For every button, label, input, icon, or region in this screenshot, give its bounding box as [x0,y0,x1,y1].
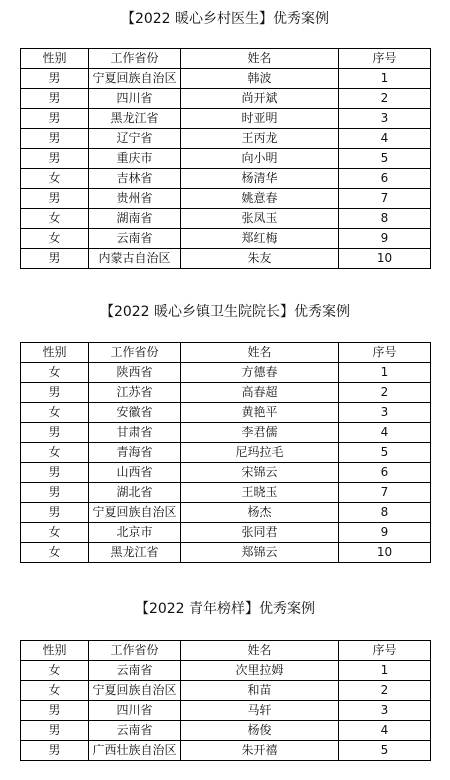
cell-name: 向小明 [181,149,339,169]
cell-no: 10 [339,249,431,269]
cell-gender: 女 [21,543,89,563]
cell-province: 吉林省 [89,169,181,189]
table-row [21,523,431,543]
table-row [21,249,431,269]
cell-gender: 女 [21,523,89,543]
cell-no: 4 [339,721,431,741]
cell-name: 方德春 [181,363,339,383]
cell-province: 内蒙古自治区 [89,249,181,269]
header-province: 工作省份 [89,641,181,661]
table-header-row [21,343,431,363]
table-row [21,681,431,701]
cell-no: 1 [339,363,431,383]
header-gender: 性别 [21,641,89,661]
cell-gender: 女 [21,403,89,423]
table-row [21,721,431,741]
cell-name: 高春超 [181,383,339,403]
cell-province: 四川省 [89,701,181,721]
cell-province: 宁夏回族自治区 [89,503,181,523]
cell-province: 贵州省 [89,189,181,209]
table-row [21,383,431,403]
cell-no: 9 [339,229,431,249]
table-row [21,741,431,761]
cell-name: 郑红梅 [181,229,339,249]
table-row [21,463,431,483]
header-province: 工作省份 [89,343,181,363]
cell-no: 5 [339,443,431,463]
cell-gender: 男 [21,701,89,721]
cell-gender: 男 [21,249,89,269]
cell-gender: 女 [21,229,89,249]
cell-gender: 男 [21,721,89,741]
section-1-table [20,48,431,269]
header-no: 序号 [339,641,431,661]
table-row [21,89,431,109]
cell-gender: 男 [21,741,89,761]
cell-name: 黄艳平 [181,403,339,423]
cell-province: 安徽省 [89,403,181,423]
table-row [21,363,431,383]
cell-name: 次里拉姆 [181,661,339,681]
cell-province: 山西省 [89,463,181,483]
cell-name: 王丙龙 [181,129,339,149]
cell-gender: 男 [21,189,89,209]
cell-no: 7 [339,189,431,209]
cell-no: 6 [339,463,431,483]
cell-no: 8 [339,209,431,229]
header-no: 序号 [339,343,431,363]
cell-province: 云南省 [89,721,181,741]
cell-province: 辽宁省 [89,129,181,149]
table-row [21,109,431,129]
cell-gender: 男 [21,463,89,483]
cell-name: 姚意春 [181,189,339,209]
cell-gender: 女 [21,681,89,701]
cell-name: 朱友 [181,249,339,269]
cell-no: 10 [339,543,431,563]
cell-name: 尚开斌 [181,89,339,109]
cell-no: 9 [339,523,431,543]
cell-no: 5 [339,741,431,761]
section-3-title: 【2022 青年榜样】优秀案例 [134,601,316,617]
cell-no: 4 [339,129,431,149]
cell-province: 江苏省 [89,383,181,403]
cell-name: 朱开禧 [181,741,339,761]
cell-no: 1 [339,661,431,681]
table-row [21,129,431,149]
cell-gender: 女 [21,443,89,463]
cell-name: 宋锦云 [181,463,339,483]
cell-gender: 男 [21,109,89,129]
section-2-title: 【2022 暖心乡镇卫生院院长】优秀案例 [99,304,351,320]
cell-name: 张同君 [181,523,339,543]
table-row [21,423,431,443]
cell-gender: 女 [21,209,89,229]
cell-name: 李君儒 [181,423,339,443]
header-gender: 性别 [21,49,89,69]
cell-province: 黑龙江省 [89,109,181,129]
table-row [21,543,431,563]
table-row [21,149,431,169]
cell-province: 黑龙江省 [89,543,181,563]
cell-province: 云南省 [89,661,181,681]
header-name: 姓名 [181,49,339,69]
cell-province: 湖北省 [89,483,181,503]
cell-gender: 女 [21,363,89,383]
table-header-row [21,49,431,69]
cell-province: 甘肃省 [89,423,181,443]
cell-gender: 男 [21,129,89,149]
table-row [21,483,431,503]
table-row [21,661,431,681]
cell-province: 云南省 [89,229,181,249]
cell-name: 马轩 [181,701,339,721]
cell-no: 4 [339,423,431,443]
section-2-table [20,342,431,563]
cell-province: 宁夏回族自治区 [89,681,181,701]
cell-name: 王晓玉 [181,483,339,503]
cell-no: 3 [339,403,431,423]
header-province: 工作省份 [89,49,181,69]
cell-gender: 男 [21,149,89,169]
table-row [21,503,431,523]
cell-gender: 男 [21,89,89,109]
cell-name: 和苗 [181,681,339,701]
cell-name: 张凤玉 [181,209,339,229]
header-gender: 性别 [21,343,89,363]
cell-gender: 男 [21,69,89,89]
cell-no: 1 [339,69,431,89]
cell-gender: 男 [21,423,89,443]
cell-province: 陕西省 [89,363,181,383]
cell-no: 3 [339,109,431,129]
table-row [21,209,431,229]
table-row [21,701,431,721]
table-row [21,403,431,423]
cell-gender: 男 [21,383,89,403]
cell-no: 2 [339,681,431,701]
cell-province: 广西壮族自治区 [89,741,181,761]
cell-province: 青海省 [89,443,181,463]
cell-province: 四川省 [89,89,181,109]
cell-province: 北京市 [89,523,181,543]
cell-no: 6 [339,169,431,189]
section-3-table [20,640,431,761]
cell-no: 3 [339,701,431,721]
header-name: 姓名 [181,641,339,661]
cell-name: 韩波 [181,69,339,89]
cell-gender: 女 [21,661,89,681]
cell-name: 杨俊 [181,721,339,741]
table-header-row [21,641,431,661]
cell-province: 湖南省 [89,209,181,229]
cell-no: 2 [339,89,431,109]
cell-no: 8 [339,503,431,523]
cell-name: 尼玛拉毛 [181,443,339,463]
header-name: 姓名 [181,343,339,363]
header-no: 序号 [339,49,431,69]
cell-name: 杨清华 [181,169,339,189]
cell-no: 5 [339,149,431,169]
cell-name: 杨杰 [181,503,339,523]
section-1-title: 【2022 暖心乡村医生】优秀案例 [120,11,330,27]
cell-no: 2 [339,383,431,403]
cell-name: 郑锦云 [181,543,339,563]
cell-no: 7 [339,483,431,503]
cell-gender: 男 [21,503,89,523]
table-row [21,69,431,89]
table-row [21,229,431,249]
table-row [21,169,431,189]
cell-province: 重庆市 [89,149,181,169]
cell-name: 时亚明 [181,109,339,129]
table-row [21,189,431,209]
cell-gender: 男 [21,483,89,503]
cell-province: 宁夏回族自治区 [89,69,181,89]
cell-gender: 女 [21,169,89,189]
table-row [21,443,431,463]
